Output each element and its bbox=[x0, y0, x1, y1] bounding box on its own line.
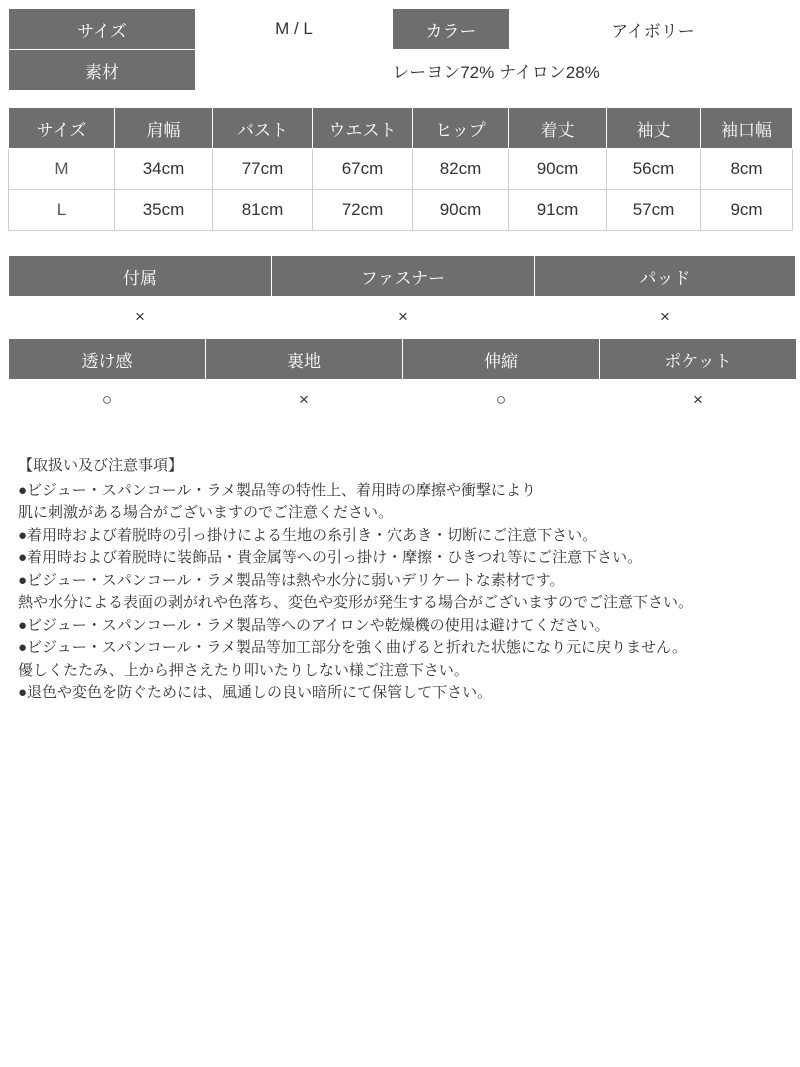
care-note-line: 肌に刺激がある場合がございますのでご注意ください。 bbox=[18, 504, 394, 521]
care-notes bbox=[8, 455, 792, 705]
cell-l-length: 91cm bbox=[509, 190, 607, 231]
table-header-row bbox=[9, 339, 797, 380]
table-row bbox=[9, 149, 793, 190]
col-header-shoulder: 肩幅 bbox=[115, 108, 213, 149]
cell-zipper-value: × bbox=[272, 297, 535, 338]
care-note-line: 優しくたたみ、上から押さえたり叩いたりしない様ご注意下さい。 bbox=[18, 661, 469, 679]
table-row bbox=[9, 190, 793, 231]
care-note-line: 熱や水分による表面の剥がれや色落ち、変色や変形が発生する場合がございますのでご注意下さい。 bbox=[18, 594, 694, 611]
cell-m-waist: 67cm bbox=[313, 149, 413, 190]
cell-stretch-value: ○ bbox=[403, 380, 600, 421]
spacer bbox=[8, 231, 792, 255]
spacer bbox=[8, 421, 792, 455]
size-chart-table bbox=[8, 107, 793, 231]
cell-l-shoulder: 35cm bbox=[115, 190, 213, 231]
col-header-pocket: ポケット bbox=[600, 339, 797, 380]
care-note-line: ●退色や変色を防ぐためには、風通しの良い暗所にて保管して下さい。 bbox=[18, 684, 493, 701]
care-note-line: ●ビジュー・スパンコール・ラメ製品等の特性上、着用時の摩擦や衝撃により bbox=[18, 481, 537, 499]
care-note-line: ●ビジュー・スパンコール・ラメ製品等加工部分を強く曲げると折れた状態になり元に戻りません。 bbox=[18, 639, 687, 656]
cell-l-bust: 81cm bbox=[213, 190, 313, 231]
table-row bbox=[9, 297, 796, 338]
cell-pocket-value: × bbox=[600, 380, 797, 421]
col-header-length: 着丈 bbox=[509, 108, 607, 149]
care-note-line: ●ビジュー・スパンコール・ラメ製品等へのアイロンや乾燥機の使用は避けてください。 bbox=[18, 616, 610, 634]
col-header-pad: パッド bbox=[535, 256, 796, 297]
feature-detail-table-2 bbox=[8, 338, 797, 421]
cell-m-length: 90cm bbox=[509, 149, 607, 190]
size-label-cell: サイズ bbox=[9, 9, 196, 50]
table-header-row bbox=[9, 108, 793, 149]
row-label-m: M bbox=[9, 149, 115, 190]
col-header-bust: バスト bbox=[213, 108, 313, 149]
table-row bbox=[9, 9, 797, 50]
material-label-cell: 素材 bbox=[9, 50, 196, 91]
table-header-row bbox=[9, 256, 796, 297]
cell-l-hip: 90cm bbox=[413, 190, 509, 231]
cell-m-shoulder: 34cm bbox=[115, 149, 213, 190]
size-value-cell: M / L bbox=[196, 9, 393, 50]
col-header-sleeve-length: 袖丈 bbox=[607, 108, 701, 149]
table-row bbox=[9, 50, 797, 91]
col-header-stretch: 伸縮 bbox=[403, 339, 600, 380]
feature-detail-table bbox=[8, 255, 796, 338]
table-row bbox=[9, 380, 797, 421]
cell-accessory-value: × bbox=[9, 297, 272, 338]
cell-sheerness-value: ○ bbox=[9, 380, 206, 421]
care-note-line: ●着用時および着脱時の引っ掛けによる生地の糸引き・穴あき・切断にご注意下さい。 bbox=[18, 526, 598, 544]
cell-m-hip: 82cm bbox=[413, 149, 509, 190]
color-label-cell: カラー bbox=[393, 9, 510, 50]
cell-lining-value: × bbox=[206, 380, 403, 421]
material-value-cell: レーヨン72% ナイロン28% bbox=[196, 50, 797, 91]
care-note-line: ●着用時および着脱時に装飾品・貴金属等への引っ掛け・摩擦・ひきつれ等にご注意下さい。 bbox=[18, 549, 643, 566]
col-header-cuff-width: 袖口幅 bbox=[701, 108, 793, 149]
color-value-cell: アイボリー bbox=[510, 9, 797, 50]
col-header-waist: ウエスト bbox=[313, 108, 413, 149]
cell-m-bust: 77cm bbox=[213, 149, 313, 190]
cell-m-sleeve-length: 56cm bbox=[607, 149, 701, 190]
col-header-sheerness: 透け感 bbox=[9, 339, 206, 380]
row-label-l: L bbox=[9, 190, 115, 231]
spacer bbox=[8, 91, 792, 107]
basic-info-table bbox=[8, 8, 797, 91]
col-header-accessory: 付属 bbox=[9, 256, 272, 297]
col-header-lining: 裏地 bbox=[206, 339, 403, 380]
cell-l-waist: 72cm bbox=[313, 190, 413, 231]
col-header-size: サイズ bbox=[9, 108, 115, 149]
care-notes-title: 【取扱い及び注意事項】 bbox=[18, 457, 184, 474]
care-note-line: ●ビジュー・スパンコール・ラメ製品等は熱や水分に弱いデリケートな素材です。 bbox=[18, 571, 565, 589]
col-header-hip: ヒップ bbox=[413, 108, 509, 149]
cell-l-sleeve-length: 57cm bbox=[607, 190, 701, 231]
cell-pad-value: × bbox=[535, 297, 796, 338]
col-header-zipper: ファスナー bbox=[272, 256, 535, 297]
cell-l-cuff-width: 9cm bbox=[701, 190, 793, 231]
cell-m-cuff-width: 8cm bbox=[701, 149, 793, 190]
